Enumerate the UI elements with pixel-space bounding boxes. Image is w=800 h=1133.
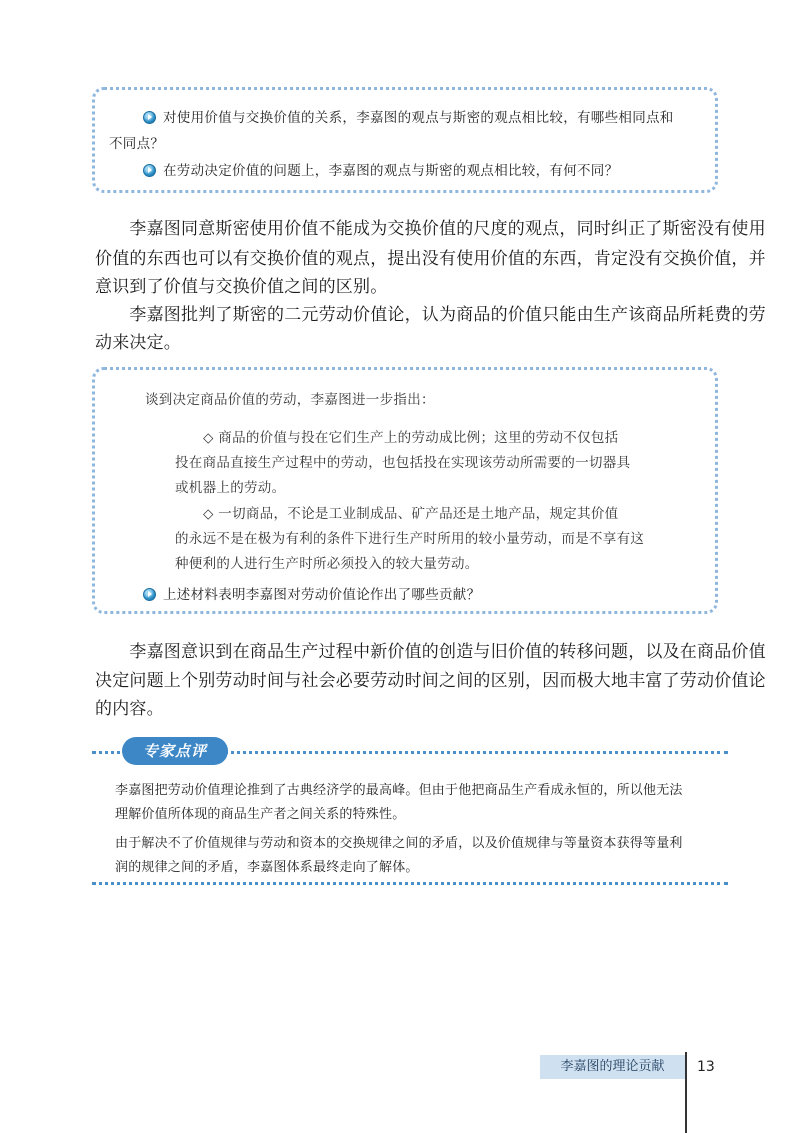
expert-text-line: 由于解决不了价值规律与劳动和资本的交换规律之间的矛盾，以及价值规律与等量资本获得等量利 <box>115 836 683 851</box>
question-bullet-icon <box>143 164 156 177</box>
quote-question: 上述材料表明李嘉图对劳动价值论作出了哪些贡献？ <box>163 587 481 603</box>
chapter-title: 李嘉图的理论贡献 <box>540 1055 685 1079</box>
body-line: 李嘉图意识到在商品生产过程中新价值的创造与旧价值的转移问题，以及在商品价值 <box>95 642 766 662</box>
body-line: 意识到了价值与交换价值之间的区别。 <box>95 277 388 297</box>
body-line: 价值的东西也可以有交换价值的观点，提出没有使用价值的东西，肯定没有交换价值，并 <box>95 249 766 269</box>
quote-item-2-line: 种便利的人进行生产时所必须投入的较大量劳动。 <box>175 556 479 572</box>
question-bullet-icon <box>143 588 156 601</box>
question-2: 在劳动决定价值的问题上，李嘉图的观点与斯密的观点相比较，有何不同？ <box>163 163 619 179</box>
expert-bottom-divider <box>92 882 728 885</box>
quote-item-1-line: ◇ 商品的价值与投在它们生产上的劳动成比例；这里的劳动不仅包括 <box>203 430 619 446</box>
body-line: 李嘉图批判了斯密的二元劳动价值论，认为商品的价值只能由生产该商品所耗费的劳 <box>95 305 766 325</box>
footer-divider <box>685 1052 687 1133</box>
expert-text-line: 理解价值所体现的商品生产者之间关系的特殊性。 <box>115 807 406 822</box>
question-box-1 <box>92 87 718 193</box>
quote-box <box>92 367 718 614</box>
body-line: 李嘉图同意斯密使用价值不能成为交换价值的尺度的观点，同时纠正了斯密没有使用 <box>95 219 766 239</box>
quote-item-2-line: ◇ 一切商品，不论是工业制成品、矿产品还是土地产品，规定其价值 <box>203 506 619 522</box>
expert-commentary-label: 专家点评 <box>122 737 228 765</box>
expert-text-line: 润的规律之间的矛盾，李嘉图体系最终走向了解体。 <box>115 860 419 875</box>
quote-item-2-line: 的永远不是在极为有利的条件下进行生产时所用的较小量劳动，而是不享有这 <box>175 531 645 547</box>
quote-item-1-line: 或机器上的劳动。 <box>175 480 286 496</box>
question-1-line-2: 不同点？ <box>109 136 165 152</box>
body-line: 动来决定。 <box>95 333 181 353</box>
quote-item-1-line: 投在商品直接生产过程中的劳动，也包括投在实现该劳动所需要的一切器具 <box>175 455 631 471</box>
body-line: 的内容。 <box>95 699 164 719</box>
body-line: 决定问题上个别劳动时间与社会必要劳动时间之间的区别，因而极大地丰富了劳动价值论 <box>95 671 766 691</box>
expert-text-line: 李嘉图把劳动价值理论推到了古典经济学的最高峰。但由于他把商品生产看成永恒的，所以他无法 <box>115 783 683 798</box>
question-1-line-1: 对使用价值与交换价值的关系，李嘉图的观点与斯密的观点相比较，有哪些相同点和 <box>163 110 674 126</box>
quote-intro: 谈到决定商品价值的劳动，李嘉图进一步指出： <box>145 392 435 408</box>
question-bullet-icon <box>143 111 156 124</box>
page-number: 13 <box>697 1059 715 1075</box>
